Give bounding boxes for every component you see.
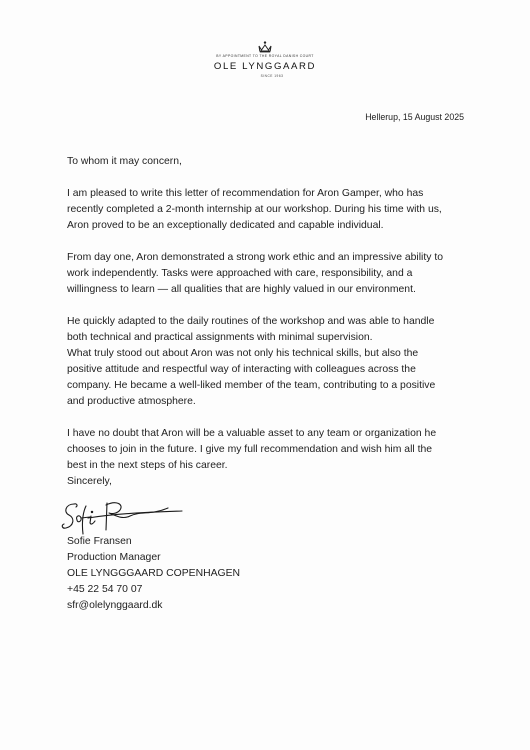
paragraph-3-line-3: What truly stood out about Aron was not only his technical skills, but also the [67, 348, 419, 359]
royal-appointment-text: BY APPOINTMENT TO THE ROYAL DANISH COURT [216, 54, 314, 58]
paragraph-2-line-1: From day one, Aron demonstrated a strong work ethic and an impressive ability to [67, 252, 443, 263]
signer-company: OLE LYNGGGAARD COPENHAGEN [67, 568, 241, 579]
signer-title: Production Manager [67, 552, 161, 563]
letter-date: Hellerup, 15 August 2025 [365, 112, 464, 122]
since-text: SINCE 1963 [260, 74, 284, 78]
closing: Sincerely, [67, 476, 112, 487]
signer-name: Sofie Fransen [67, 536, 132, 547]
paragraph-3-line-2: both technical and practical assignments with minimal supervision. [67, 332, 373, 343]
salutation: To whom it may concern, [67, 156, 182, 167]
paragraph-2-line-2: work independently. Tasks were approached with care, responsibility, and a [67, 268, 413, 279]
signer-email: sfr@olelynggaard.dk [67, 600, 163, 611]
paragraph-4-line-2: chooses to join in the future. I give my full recommendation and wish him all the [67, 444, 433, 455]
paragraph-4-line-3: best in the next steps of his career. [67, 460, 228, 471]
paragraph-1-line-2: recently completed a 2-month internship at our workshop. During his time with us, [67, 204, 442, 215]
paragraph-2-line-3: willingness to learn — all qualities that are highly valued in our environment. [67, 284, 416, 295]
signer-phone: +45 22 54 70 07 [67, 584, 143, 595]
paragraph-1-line-3: Aron proved to be an exceptionally dedicated and capable individual. [67, 220, 384, 231]
paragraph-4-line-1: I have no doubt that Aron will be a valuable asset to any team or organization he [67, 428, 437, 439]
paragraph-1-line-1: I am pleased to write this letter of recommendation for Aron Gamper, who has [67, 188, 424, 199]
paragraph-3-line-4: positive attitude and respectful way of interacting with colleagues across the [67, 364, 416, 375]
handwritten-signature [60, 494, 185, 536]
crown-logo-icon [257, 41, 273, 53]
paragraph-3-line-5: company. He became a well-liked member of the team, contributing to a positive [67, 380, 436, 391]
brand-logo: OLE LYNGGAARD [213, 61, 317, 72]
paragraph-3-line-6: and productive atmosphere. [67, 396, 196, 407]
paragraph-3-line-1: He quickly adapted to the daily routines of the workshop and was able to handle [67, 316, 435, 327]
